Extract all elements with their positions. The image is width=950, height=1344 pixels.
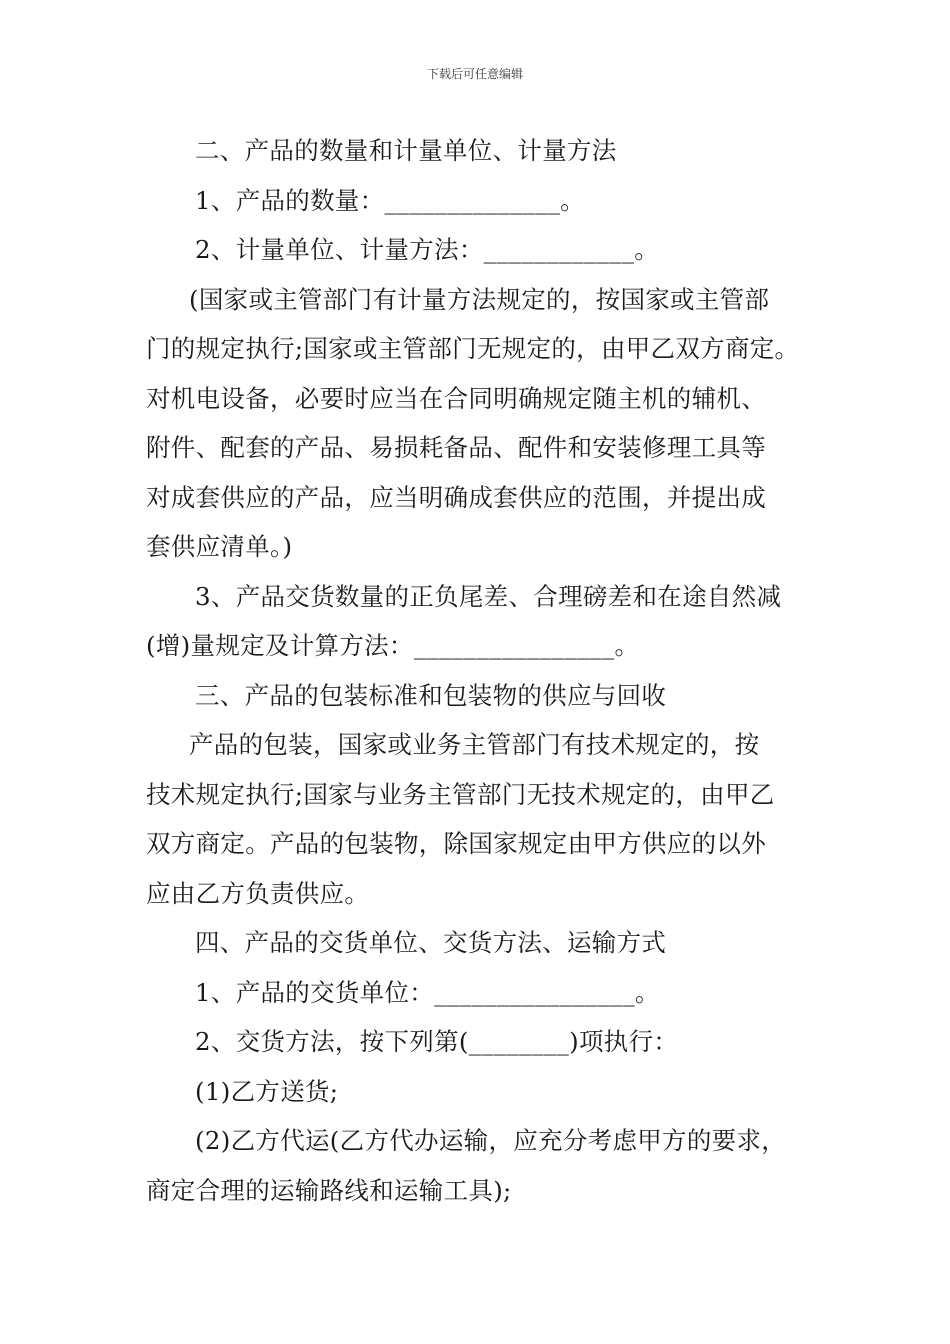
paragraph-line: 套供应清单。) [146, 532, 293, 561]
paragraph-line: 门的规定执行;国家或主管部门无规定的，由甲乙双方商定。 [146, 334, 800, 363]
page-header: 下载后可任意编辑 [426, 67, 523, 81]
paragraph-line: (1)乙方送货; [195, 1076, 339, 1106]
paragraph-line: 双方商定。产品的包装物，除国家规定由甲方供应的以外 [146, 829, 766, 858]
paragraph-line: 产品的包装，国家或业务主管部门有技术规定的，按 [189, 730, 760, 759]
paragraph-line: (国家或主管部门有计量方法规定的，按国家或主管部 [189, 284, 770, 314]
paragraph-line: 商定合理的运输路线和运输工具); [146, 1175, 512, 1205]
paragraph-line: (2)乙方代运(乙方代办运输，应充分考虑甲方的要求， [195, 1126, 787, 1155]
paragraph-line: 应由乙方负责供应。 [146, 878, 370, 908]
section-heading-3: 三、产品的包装标准和包装物的供应与回收 [195, 680, 667, 710]
section-heading-2: 二、产品的数量和计量单位、计量方法 [195, 136, 617, 165]
paragraph-line: 3、产品交货数量的正负尾差、合理磅差和在途自然减 [195, 581, 782, 611]
paragraph-line: 对机电设备，必要时应当在合同明确规定随主机的辅机、 [146, 383, 766, 413]
paragraph-line: 2、交货方法，按下列第(________)项执行： [195, 1027, 679, 1056]
document-body [146, 126, 816, 1215]
paragraph-line: (增)量规定及计算方法：________________。 [146, 631, 640, 660]
paragraph-line: 对成套供应的产品，应当明确成套供应的范围，并提出成 [146, 482, 766, 512]
paragraph-line: 1、产品的交货单位：________________。 [195, 977, 660, 1007]
paragraph-line: 附件、配套的产品、易损耗备品、配件和安装修理工具等 [146, 433, 766, 462]
paragraph-line: 2、计量单位、计量方法：____________。 [195, 235, 660, 264]
paragraph-line: 技术规定执行;国家与业务主管部门无技术规定的，由甲乙 [146, 779, 775, 809]
paragraph-line: 1、产品的数量：______________。 [195, 185, 585, 215]
section-heading-4: 四、产品的交货单位、交货方法、运输方式 [195, 928, 667, 957]
